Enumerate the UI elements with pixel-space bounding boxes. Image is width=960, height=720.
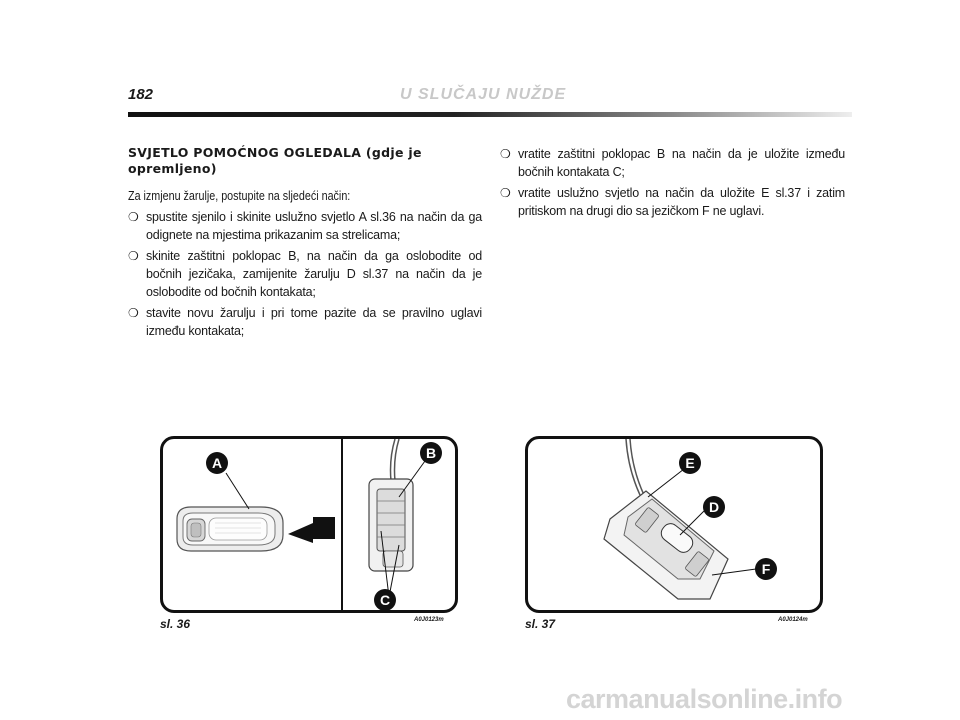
chapter-title: U SLUČAJU NUŽDE <box>400 86 567 103</box>
lamp-bulb-illustration <box>604 439 728 599</box>
label-f: F <box>761 561 771 577</box>
left-column <box>128 145 482 343</box>
step-list <box>500 145 845 220</box>
label-c: C <box>379 592 391 608</box>
step-text: vratite zaštitni poklopac B na način da je uložite između bočnih kontakata C; <box>518 147 845 179</box>
list-item <box>128 304 482 340</box>
figure-37-code: A0J0124m <box>778 617 808 623</box>
step-text: spustite sjenilo i skinite uslužno svjetlo A sl.36 na način da ga odignete na mjestima prikazanim sa strelicama; <box>146 210 482 242</box>
figure-37-illustration <box>528 439 820 610</box>
list-item <box>500 145 845 181</box>
step-list <box>128 208 482 340</box>
list-item <box>128 208 482 244</box>
page-number: 182 <box>128 86 154 103</box>
figure-37 <box>525 436 823 613</box>
lamp-connector-illustration <box>369 439 413 571</box>
section-heading: SVJETLO POMOĆNOG OGLEDALA (gdje je opremljeno) <box>128 145 422 176</box>
step-text: skinite zaštitni poklopac B, na način da ga oslobodite od bočnih jezičaka, zamijenite žarulju D sl.37 na način da je oslobodite od bočnih kontakata; <box>146 249 482 299</box>
figure-divider <box>341 439 343 610</box>
header-rule <box>128 112 852 117</box>
label-b: B <box>425 445 437 461</box>
figure-36-caption: sl. 36 <box>160 617 191 631</box>
bullet-icon: ❍ <box>500 186 511 200</box>
step-text: stavite novu žarulju i pri tome pazite da se pravilno uglavi između kontakata; <box>146 306 482 338</box>
label-a: A <box>211 455 223 471</box>
figure-36-code: A0J0123m <box>414 617 444 623</box>
arrow-icon <box>288 517 335 543</box>
list-item <box>500 184 845 220</box>
bullet-icon: ❍ <box>128 249 139 263</box>
bullet-icon: ❍ <box>128 210 139 224</box>
right-column <box>500 145 845 223</box>
label-e: E <box>685 455 695 471</box>
figure-37-caption: sl. 37 <box>525 617 556 631</box>
bullet-icon: ❍ <box>128 306 139 320</box>
intro-text: Za izmjenu žarulje, postupite na sljedeći način: <box>128 189 351 203</box>
bullet-icon: ❍ <box>500 147 511 161</box>
list-item <box>128 247 482 301</box>
courtesy-lamp-illustration <box>177 507 283 551</box>
step-text: vratite uslužno svjetlo na način da uložite E sl.37 i zatim pritiskom na drugi dio sa jezičkom F ne uglavi. <box>518 186 845 218</box>
figure-36-illustration <box>163 439 455 610</box>
figure-36 <box>160 436 458 613</box>
watermark: carmanualsonline.info <box>566 684 843 714</box>
label-d: D <box>708 499 720 515</box>
